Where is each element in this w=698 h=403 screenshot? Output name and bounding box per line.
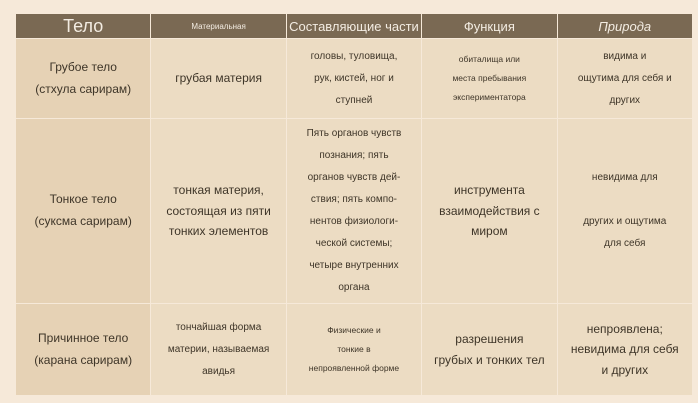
- cell-parts: Пять органов чувств познания; пять органов чувств дей- ствия; пять компо- нентов физиологи- ческой системы; четыре внутренних органа: [306, 128, 402, 293]
- cell-nature: непроявлена; невидима для себя и других: [570, 321, 679, 377]
- header-parts: Составляющие части: [287, 14, 421, 38]
- table-row: [16, 119, 692, 303]
- cell-function: инструмента взаимодействия с миром: [439, 183, 540, 239]
- cell-material: тонкая материя, состоящая из пяти тонких элементов: [166, 183, 271, 239]
- cell-nature: видима и ощутима для себя и других: [577, 50, 672, 106]
- cell-body: Грубое тело (стхула сарирам): [35, 59, 132, 96]
- bodies-table: [15, 13, 693, 396]
- header-body: Тело: [16, 14, 150, 38]
- table-row: [16, 304, 692, 395]
- cell-parts: головы, туловища, рук, кистей, ног и ступней: [310, 50, 398, 106]
- table-header-row: [16, 14, 692, 38]
- cell-function: обиталища или места пребывания экспериментатора: [452, 54, 527, 102]
- cell-nature: невидима для других и ощутима для себя: [583, 172, 667, 249]
- header-nature: Природа: [558, 14, 692, 38]
- cell-material: тончайшая форма материи, называемая авидья: [167, 321, 270, 377]
- header-material: Материальная: [151, 14, 285, 38]
- cell-parts: Физические и тонкие в непроявленной форме: [308, 325, 400, 373]
- table-row: [16, 39, 692, 118]
- header-function: Функция: [422, 14, 556, 38]
- cell-body: Причинное тело (карана сарирам): [34, 330, 133, 367]
- cell-body: Тонкое тело (суксма сарирам): [34, 192, 132, 228]
- cell-material: грубая материя: [175, 71, 262, 86]
- cell-function: разрешения грубых и тонких тел: [434, 332, 545, 367]
